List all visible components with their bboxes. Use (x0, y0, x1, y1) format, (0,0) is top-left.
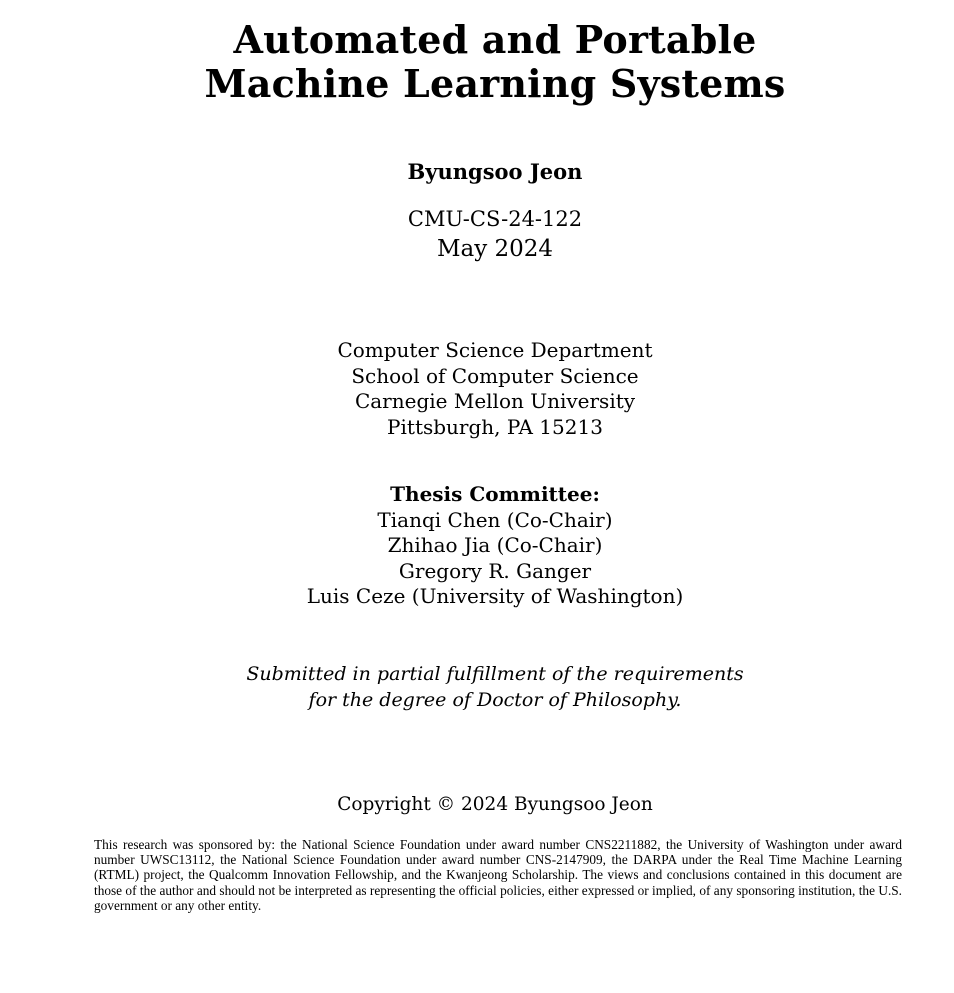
committee-member: Luis Ceze (University of Washington) (306, 584, 684, 608)
institution-address (0, 338, 954, 440)
publication-date: May 2024 (436, 236, 554, 262)
degree-statement-line-1: Submitted in partial fulfillment of the requirements (246, 663, 744, 685)
copyright-notice: Copyright © 2024 Byungsoo Jeon (337, 794, 653, 815)
thesis-title-line-1: Automated and Portable (233, 17, 757, 62)
degree-statement-line-2: for the degree of Doctor of Philosophy. (308, 688, 682, 711)
author-name: Byungsoo Jeon (407, 159, 583, 184)
thesis-title-line-2: Machine Learning Systems (204, 61, 786, 106)
report-number: CMU-CS-24-122 (407, 207, 583, 231)
department-name: Computer Science Department (337, 338, 653, 362)
city-line: Pittsburgh, PA 15213 (387, 414, 603, 439)
university-name: Carnegie Mellon University (354, 389, 636, 413)
thesis-title (0, 18, 954, 106)
committee-member: Tianqi Chen (Co-Chair) (377, 507, 613, 532)
degree-statement (0, 662, 954, 713)
committee-member: Zhihao Jia (Co-Chair) (387, 533, 603, 557)
committee-heading: Thesis Committee: (390, 482, 600, 506)
thesis-committee (0, 482, 954, 610)
school-name: School of Computer Science (351, 363, 639, 388)
committee-member: Gregory R. Ganger (398, 558, 592, 583)
sponsorship-statement: This research was sponsored by: the National Science Foundation under award number CNS2211882, the University of Washington under award number UWSC13112, the National Science Foundation under award number CNS-2147909, the DARPA under the Real Time Machine Learning (RTML) project, the Qualcomm Innovation Fellowship, and the Kwanjeong Scholarship. The views and conclusions contained in this document are those of the author and should not be interpreted as representing the official policies, either expressed or implied, of any sponsoring institution, the U.S. government or any other entity. (94, 837, 902, 913)
